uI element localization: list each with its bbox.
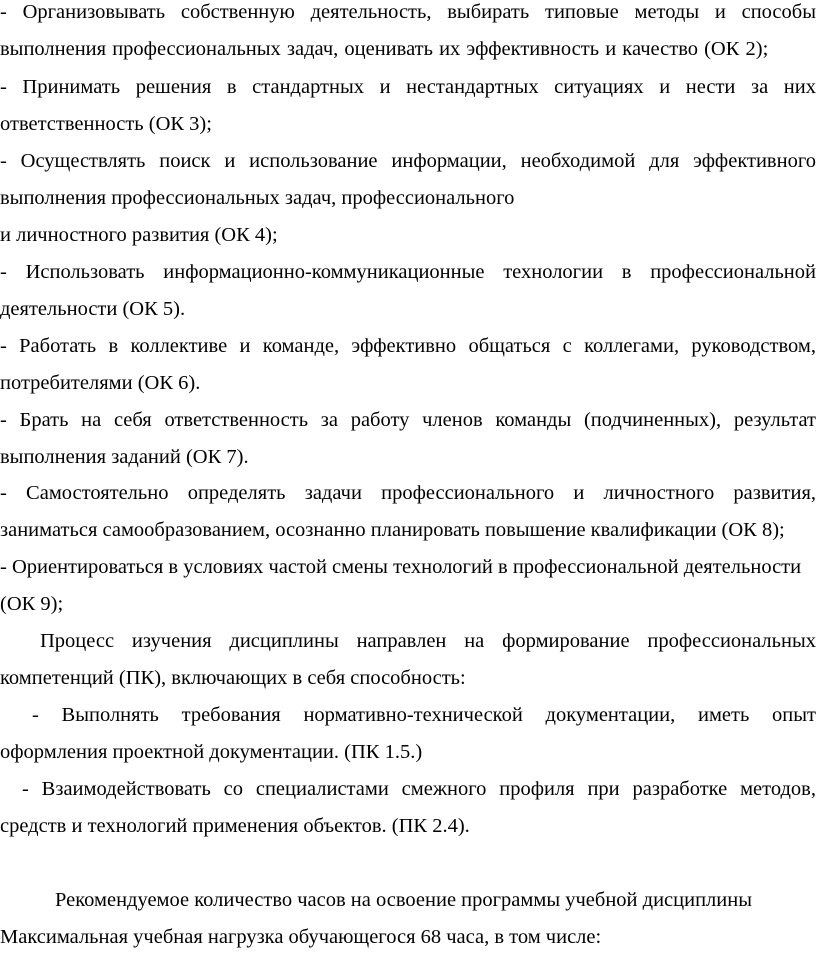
pk-intro-line-1: Процесс изучения дисциплины направлен на формирование профессиональных — [40, 630, 816, 652]
ok9-item-line-2: (ОК 9); — [0, 593, 64, 615]
ok2-item-line-2: выполнения профессиональных задач, оценивать их эффективность и качество (ОК 2); — [0, 38, 769, 60]
ok4-item-line-2: выполнения профессиональных задач, профессионального — [0, 187, 515, 209]
ok7-item-line-1: - Брать на себя ответственность за работу членов команды (подчиненных), результат — [0, 409, 816, 431]
ok6-item-line-1: - Работать в коллективе и команде, эффективно общаться с коллегами, руководством, — [0, 335, 816, 357]
pk15-item-line-1: - Выполнять требования нормативно-технической документации, иметь опыт — [32, 704, 816, 726]
ok8-item-line-1: - Самостоятельно определять задачи профессионального и личностного развития, — [0, 482, 816, 504]
ok9-item-line-1: - Ориентироваться в условиях частой смены технологий в профессиональной деятельности — [0, 556, 802, 578]
pk24-item-line-1: - Взаимодействовать со специалистами смежного профиля при разработке методов, — [22, 778, 816, 800]
ok3-item-line-2: ответственность (ОК 3); — [0, 113, 212, 135]
ok3-item-line-1: - Принимать решения в стандартных и нестандартных ситуациях и нести за них — [0, 76, 816, 98]
ok7-item-line-2: выполнения заданий (ОК 7). — [0, 446, 249, 468]
ok2-item-line-1: - Организовывать собственную деятельность, выбирать типовые методы и способы — [0, 1, 816, 23]
pk15-item-line-2: оформления проектной документации. (ПК 1.5.) — [0, 741, 423, 763]
recommended-hours-heading: Рекомендуемое количество часов на освоение программы учебной дисциплины — [55, 889, 752, 911]
ok4-item-line-3: и личностного развития (ОК 4); — [0, 224, 278, 246]
ok8-item-line-2: заниматься самообразованием, осознанно планировать повышение квалификации (ОК 8); — [0, 519, 785, 541]
ok5-item-line-2: деятельности (ОК 5). — [0, 298, 186, 320]
max-load-line: Максимальная учебная нагрузка обучающегося 68 часа, в том числе: — [0, 926, 602, 948]
pk-intro-line-2: компетенций (ПК), включающих в себя способность: — [0, 667, 466, 689]
ok6-item-line-2: потребителями (ОК 6). — [0, 372, 201, 394]
ok4-item-line-1: - Осуществлять поиск и использование информации, необходимой для эффективного — [0, 150, 816, 172]
ok5-item-line-1: - Использовать информационно-коммуникационные технологии в профессиональной — [0, 261, 816, 283]
pk24-item-line-2: средств и технологий применения объектов. (ПК 2.4). — [0, 815, 470, 837]
